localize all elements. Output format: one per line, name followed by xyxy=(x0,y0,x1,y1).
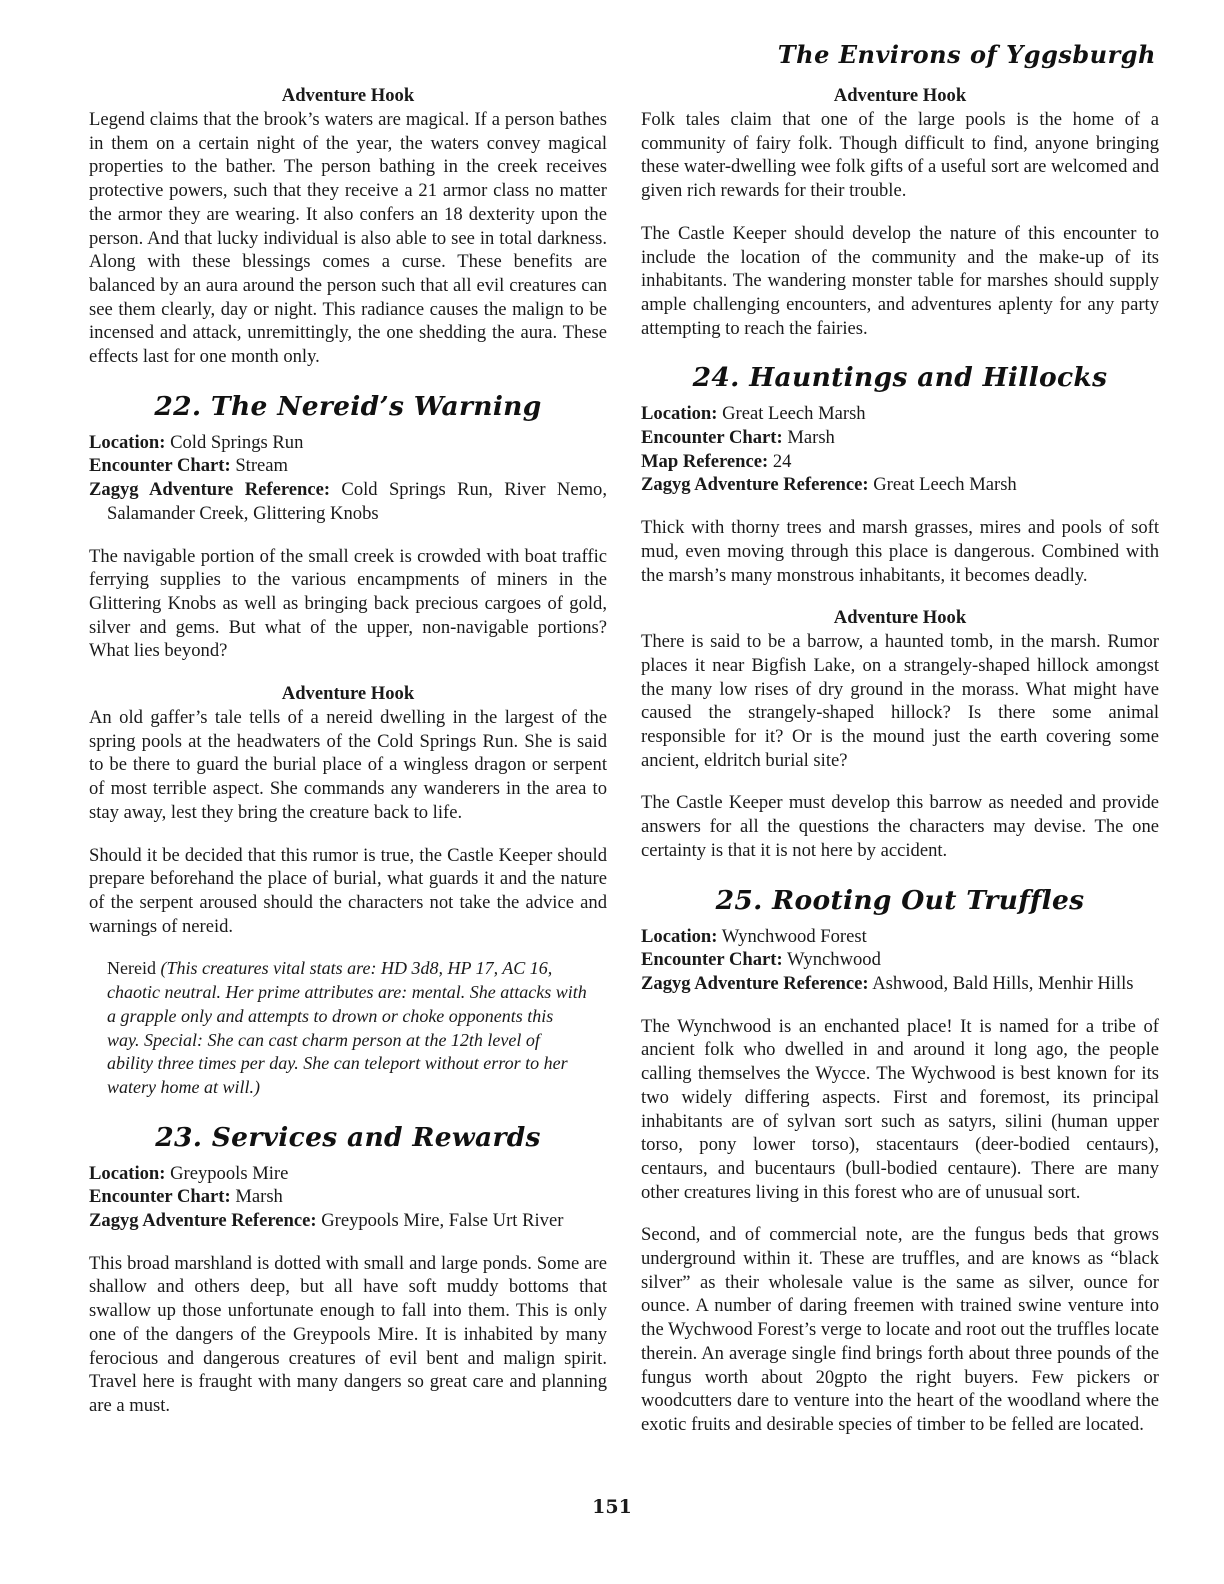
section-24-description: Thick with thorny trees and marsh grasses, mires and pools of soft mud, even moving through this place is dangerous. Combined with the marsh’s many monstrous inhabitants, it becomes deadly. xyxy=(641,517,1159,586)
encounter-value: Wynchwood xyxy=(787,949,881,971)
zagyg-line xyxy=(641,473,1159,497)
encounter-value: Marsh xyxy=(787,427,835,449)
location-value: Greypools Mire xyxy=(170,1162,289,1184)
zagyg-label: Zagyg Adventure Reference: xyxy=(89,1210,317,1232)
encounter-line xyxy=(89,1185,607,1209)
running-head: The Environs of Yggsburgh xyxy=(777,40,1156,69)
zagyg-line xyxy=(89,478,607,525)
section-24-title: 24. Hauntings and Hillocks xyxy=(692,362,1108,394)
location-label: Location: xyxy=(641,403,718,425)
zagyg-label: Zagyg Adventure Reference: xyxy=(641,474,869,496)
encounter-label: Encounter Chart: xyxy=(641,427,783,449)
section-24-meta xyxy=(641,402,1159,497)
section-22-description: The navigable portion of the small creek is crowded with boat traffic ferrying supplies to the various encampments of miners in the Glittering Knobs as well as bringing back precious cargoes of gold, silver and gems. But what of the upper, non-navigable portions? What lies beyond? xyxy=(89,545,607,662)
location-line xyxy=(641,402,1159,426)
location-value: Cold Springs Run xyxy=(170,431,304,453)
nereid-stat-block xyxy=(107,957,607,1099)
map-reference-label: Map Reference: xyxy=(641,450,769,472)
encounter-line xyxy=(641,426,1159,450)
section-25-description-2: Second, and of commercial note, are the fungus beds that grows underground within it. These are truffles, and are knows as “black silver” as their wholesale value is the same as silver, ounce for ounce. A number of daring freemen with trained swine venture into the Wychwood Forest’s verge to locate and root out the truffles locate therein. An average single find brings forth about three pounds of the fungus worth about 20gpto the right buyers. Few pickers or woodcutters dare to venture into the heart of the woodland where the exotic fruits and desirable species of timber to be felled are located. xyxy=(641,1224,1159,1435)
encounter-line xyxy=(641,948,1159,972)
left-column xyxy=(89,84,607,1437)
stat-name: Nereid xyxy=(107,958,156,979)
map-reference-line xyxy=(641,450,1159,474)
section-22-meta xyxy=(89,431,607,526)
location-line xyxy=(641,925,1159,949)
right-column xyxy=(641,84,1159,1456)
section-25-description: The Wynchwood is an enchanted place! It is named for a tribe of ancient folk who dwelled in and around it long ago, the people calling themselves the Wycce. The Wychwood is best known for its two widely differing aspects. First and foremost, its principal inhabitants are of sylvan sort such as satyrs, silini (human upper torso, pony lower torso), stacentaurs (deer-bodied centaurs), centaurs, and bucentaurs (bull-bodied centaure). There are many other creatures living in this forest who are of unusual sort. xyxy=(641,1015,1159,1203)
location-label: Location: xyxy=(89,431,166,453)
zagyg-line xyxy=(89,1209,607,1233)
adventure-hook-text: Legend claims that the brook’s waters are magical. If a person bathes in them on a certain night of the year, the waters convey magical properties to the bather. The person bathing in the creek receives protective powers, such that they receive a 21 armor class no matter the armor they are wearing. It also confers an 18 dexterity upon the person. And that lucky individual is also able to see in total darkness. Along with these blessings comes a curse. These benefits are balanced by an aura around the person such that all evil creatures can see them clearly, day or night. This radiance causes the malign to be incensed and attack, unremittingly, the one shedding the aura. These effects last for one month only. xyxy=(89,109,607,368)
adventure-hook-title: Adventure Hook xyxy=(833,85,967,106)
section-25-meta xyxy=(641,925,1159,996)
section-24-followup: The Castle Keeper must develop this barrow as needed and provide answers for all the questions the characters may devise. The one certainty is that it is not here by accident. xyxy=(641,792,1159,861)
zagyg-label: Zagyg Adventure Reference: xyxy=(641,972,869,994)
stat-text: (This creatures vital stats are: HD 3d8, HP 17, AC 16, chaotic neutral. Her prime attributes are: mental. She attacks with a grapple only and attempts to drown or choke opponents this way. Special: She can cast charm person at the 12th level of ability three times per day. She can teleport without error to her watery home at will.) xyxy=(107,958,587,1097)
section-23-meta xyxy=(89,1162,607,1233)
adventure-hook-text: There is said to be a barrow, a haunted tomb, in the marsh. Rumor places it near Bigfish Lake, on a strangely-shaped hillock amongst the many low rises of dry ground in the morass. What might have caused the strangely-shaped hillock? Is there some animal responsible for it? Or is the mound just the earth covering some ancient, eldritch burial site? xyxy=(641,631,1159,771)
location-line xyxy=(89,1162,607,1186)
encounter-value: Marsh xyxy=(235,1186,283,1208)
zagyg-value: Great Leech Marsh xyxy=(873,474,1017,496)
zagyg-value: Cold Springs Run, River Nemo, Salamander Creek, Glittering Knobs xyxy=(107,479,607,524)
page-number: 151 xyxy=(592,1496,632,1518)
adventure-hook-title: Adventure Hook xyxy=(281,85,415,106)
adventure-hook-title: Adventure Hook xyxy=(833,607,967,629)
zagyg-value: Greypools Mire, False Urt River xyxy=(321,1210,564,1232)
section-25-title: 25. Rooting Out Truffles xyxy=(715,884,1085,916)
location-line xyxy=(89,431,607,455)
encounter-label: Encounter Chart: xyxy=(641,949,783,971)
location-value: Great Leech Marsh xyxy=(722,403,866,425)
location-label: Location: xyxy=(89,1162,166,1184)
adventure-hook-text: Folk tales claim that one of the large pools is the home of a community of fairy folk. Though difficult to find, anyone bringing these water-dwelling wee folk gifts of a useful sort are welcomed and given rich rewards for their trouble. xyxy=(641,109,1159,202)
map-reference-value: 24 xyxy=(772,450,792,472)
hook-followup: The Castle Keeper should develop the nature of this encounter to include the location of the community and the make-up of its inhabitants. The wandering monster table for marshes should supply ample challenging encounters, and adventures aplenty for any party attempting to reach the fairies. xyxy=(641,222,1159,339)
zagyg-label: Zagyg Adventure Reference: xyxy=(89,479,331,501)
zagyg-line xyxy=(641,972,1159,996)
encounter-label: Encounter Chart: xyxy=(89,1186,231,1208)
encounter-line xyxy=(89,454,607,478)
adventure-hook-title: Adventure Hook xyxy=(281,683,415,705)
adventure-hook-text: An old gaffer’s tale tells of a nereid dwelling in the largest of the spring pools at the headwaters of the Cold Springs Run. She is said to be there to guard the burial place of a wingless dragon or serpent of most terrible aspect. She commands any wanderers in the area to stay away, lest they bring the creature back to life. xyxy=(89,707,607,823)
location-value: Wynchwood Forest xyxy=(721,925,867,947)
section-22-title: 22. The Nereid’s Warning xyxy=(154,390,542,422)
zagyg-value: Ashwood, Bald Hills, Menhir Hills xyxy=(872,972,1134,994)
section-23-title: 23. Services and Rewards xyxy=(155,1121,541,1153)
encounter-label: Encounter Chart: xyxy=(89,455,231,477)
location-label: Location: xyxy=(641,925,718,947)
section-22-followup: Should it be decided that this rumor is true, the Castle Keeper should prepare beforehand the place of burial, what guards it and the nature of the serpent aroused should the characters not take the advice and warnings of nereid. xyxy=(89,844,607,937)
encounter-value: Stream xyxy=(235,455,289,477)
section-23-description: This broad marshland is dotted with small and large ponds. Some are shallow and others deep, but all have soft muddy bottoms that swallow up those unfortunate enough to fall into them. This is only one of the dangers of the Greypools Mire. It is inhabited by many ferocious and dangerous creatures of evil bent and malign spirit. Travel here is fraught with many dangers so great care and planning are a must. xyxy=(89,1252,607,1416)
